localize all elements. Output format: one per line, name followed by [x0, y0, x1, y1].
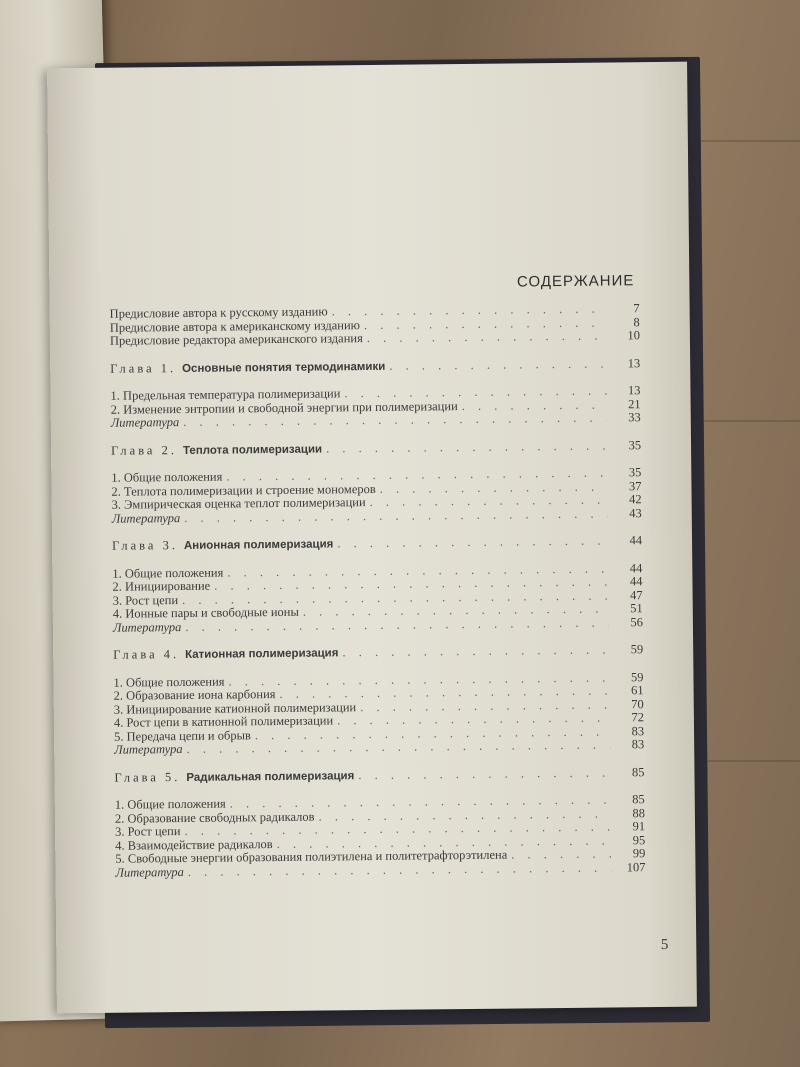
section-page: 47 [630, 587, 643, 602]
chapter-page: 85 [631, 764, 645, 779]
section-page: 13 [627, 383, 641, 398]
literature-title: Литература [111, 510, 181, 526]
chapter-label: Глава 1. [110, 360, 177, 376]
page-number: 5 [660, 936, 669, 953]
toc-dot-leader [358, 766, 610, 782]
literature-page: 107 [626, 859, 646, 874]
section-title: 1. Общие положения [113, 674, 225, 690]
section-title: 3. Рост цепи [112, 592, 179, 608]
toc-front-matter-row [110, 329, 640, 348]
section-title: 1. Общие положения [112, 565, 224, 581]
section-page: 42 [629, 492, 642, 507]
chapter-title: Основные понятия термодинамики [182, 360, 386, 375]
literature-title: Литература [115, 864, 184, 880]
book-page [47, 62, 697, 1014]
toc-dot-leader [342, 644, 609, 660]
section-page: 70 [631, 696, 644, 711]
section-page: 44 [629, 574, 643, 589]
toc-title: СОДЕРЖАНИЕ [516, 272, 635, 291]
literature-title: Литература [114, 741, 183, 757]
section-title: 2. Образование свободных радикалов [114, 809, 315, 826]
section-title: 3. Рост цепи [114, 824, 181, 839]
toc-dot-leader [389, 357, 606, 373]
section-page: 44 [629, 560, 643, 575]
section-title: 4. Ионные пары и свободные ионы [112, 604, 299, 621]
table-of-contents [110, 302, 646, 880]
section-title: 4. Взаимодействие радикалов [115, 836, 273, 853]
literature-page: 83 [631, 737, 645, 752]
chapter-page: 59 [630, 642, 644, 657]
section-page: 59 [630, 669, 644, 684]
toc-entry-page: 7 [633, 301, 640, 316]
chapter-label: Глава 2. [110, 442, 178, 458]
section-page: 91 [632, 819, 646, 834]
chapter-title: Теплота полимеризации [182, 443, 323, 457]
toc-dot-leader [326, 439, 607, 455]
section-title: 5. Передача цепи и обрыв [113, 727, 251, 744]
toc-entry-page: 10 [627, 328, 640, 343]
section-page: 88 [632, 805, 645, 820]
chapter-page: 44 [629, 533, 643, 548]
toc-chapter-row [112, 534, 642, 553]
section-title: 2. Образование иона карбония [113, 687, 276, 703]
section-page: 21 [628, 396, 641, 411]
section-title: 1. Общие положения [114, 796, 226, 812]
section-page: 61 [631, 683, 644, 698]
toc-entry-title: Предисловие редактора американского издания [109, 331, 363, 348]
section-title: 2. Изменение энтропии и свободной энергии при полимеризации [110, 398, 458, 417]
section-title: 2. Инициирование [112, 578, 211, 594]
chapter-page: 35 [628, 437, 642, 452]
toc-chapter-row [114, 766, 644, 785]
section-title: 2. Теплота полимеризации и строение мономеров [111, 481, 376, 499]
toc-chapter-row [111, 439, 641, 458]
chapter-label: Глава 5. [114, 769, 181, 785]
section-page: 51 [630, 601, 643, 616]
section-title: 1. Предельная температура полимеризации [110, 386, 341, 403]
section-page: 72 [631, 710, 644, 725]
section-page: 85 [632, 792, 645, 807]
literature-page: 33 [628, 410, 641, 425]
section-page: 37 [628, 478, 642, 493]
toc-chapter-row [110, 357, 640, 376]
section-title: 3. Инициирование катионной полимеризации [113, 699, 357, 717]
section-title: 1. Общие положения [111, 469, 223, 485]
chapter-label: Глава 4. [113, 647, 180, 662]
toc-chapter-row [113, 643, 643, 662]
toc-entry-page: 8 [633, 314, 640, 329]
literature-page: 43 [629, 505, 642, 520]
chapter-title: Радикальная полимеризация [186, 769, 355, 784]
section-page: 83 [631, 723, 645, 738]
section-title: 4. Рост цепи в катионной полимеризации [113, 713, 334, 730]
section-page: 95 [632, 832, 646, 847]
section-page: 35 [628, 465, 642, 480]
toc-entry-title: Предисловие автора к американскому изданию [109, 317, 361, 335]
chapter-label: Глава 3. [111, 538, 179, 553]
toc-dot-leader [511, 848, 611, 863]
toc-dot-leader [367, 330, 606, 346]
toc-entry-title: Предисловие автора к русскому изданию [109, 304, 328, 321]
chapter-page: 13 [627, 355, 641, 370]
section-title: 3. Эмпирическая оценка теплот полимеризации [111, 495, 366, 512]
section-page: 99 [632, 846, 646, 861]
section-title: 5. Свободные энергии образования полиэтилена и политетрафторэтилена [115, 847, 508, 866]
chapter-title: Катионная полимеризация [185, 647, 339, 661]
literature-title: Литература [110, 415, 180, 430]
chapter-title: Анионная полимеризация [183, 538, 334, 552]
literature-page: 56 [630, 614, 643, 629]
toc-dot-leader [337, 535, 608, 551]
literature-title: Литература [112, 619, 182, 635]
